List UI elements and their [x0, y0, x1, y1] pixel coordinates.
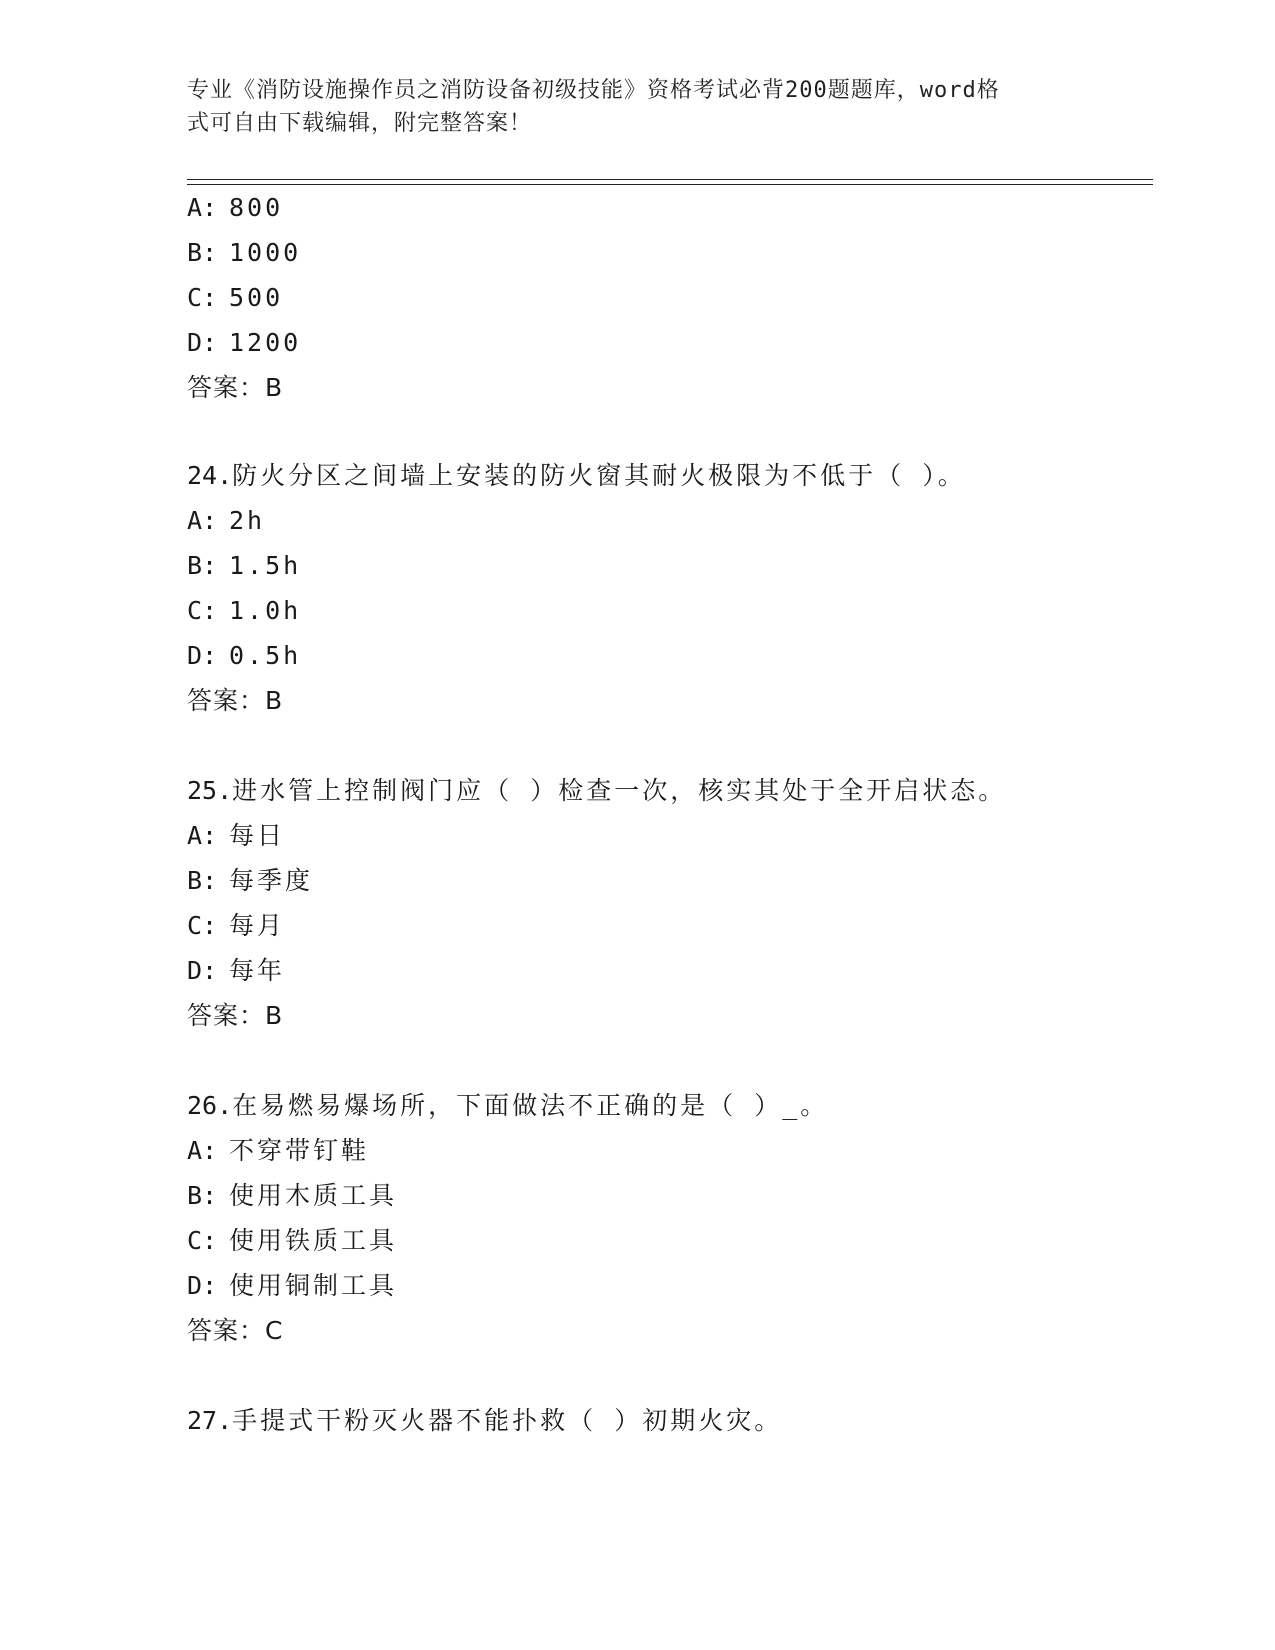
option-b: B: 使用木质工具	[187, 1181, 398, 1210]
option-d: D: 每年	[187, 956, 286, 985]
option-d: D: 使用铜制工具	[187, 1271, 398, 1300]
header-line-1: 专业《消防设施操作员之消防设备初级技能》资格考试必背200题题库，word格	[187, 78, 1000, 103]
option-c: C: 每月	[187, 911, 286, 940]
document-header	[187, 74, 1087, 140]
answer-line: 答案：B	[187, 1001, 284, 1030]
header-line-2: 式可自由下载编辑，附完整答案！	[187, 111, 533, 136]
option-d: D: 0.5h	[187, 641, 302, 670]
option-c: C: 500	[187, 283, 284, 312]
question-24: 24.防火分区之间墙上安装的防火窗其耐火极限为不低于（ ）。	[187, 461, 966, 490]
answer-line: 答案：B	[187, 373, 284, 402]
answer-line: 答案：B	[187, 686, 284, 715]
option-a: A: 不穿带钉鞋	[187, 1136, 370, 1165]
option-a: A: 每日	[187, 821, 286, 850]
header-divider-top	[187, 179, 1153, 180]
option-b: B: 每季度	[187, 866, 314, 895]
option-d: D: 1200	[187, 328, 302, 357]
header-divider-bottom	[187, 184, 1153, 185]
question-25: 25.进水管上控制阀门应（ ）检查一次，核实其处于全开启状态。	[187, 776, 1007, 805]
option-b: B: 1.5h	[187, 551, 302, 580]
question-27: 27.手提式干粉灭火器不能扑救（ ）初期火灾。	[187, 1406, 783, 1435]
option-c: C: 使用铁质工具	[187, 1226, 398, 1255]
answer-line: 答案：C	[187, 1316, 284, 1345]
option-c: C: 1.0h	[187, 596, 302, 625]
option-b: B: 1000	[187, 238, 302, 267]
option-a: A: 2h	[187, 506, 266, 535]
option-a: A: 800	[187, 193, 284, 222]
question-26: 26.在易燃易爆场所，下面做法不正确的是（ ）_。	[187, 1091, 829, 1120]
